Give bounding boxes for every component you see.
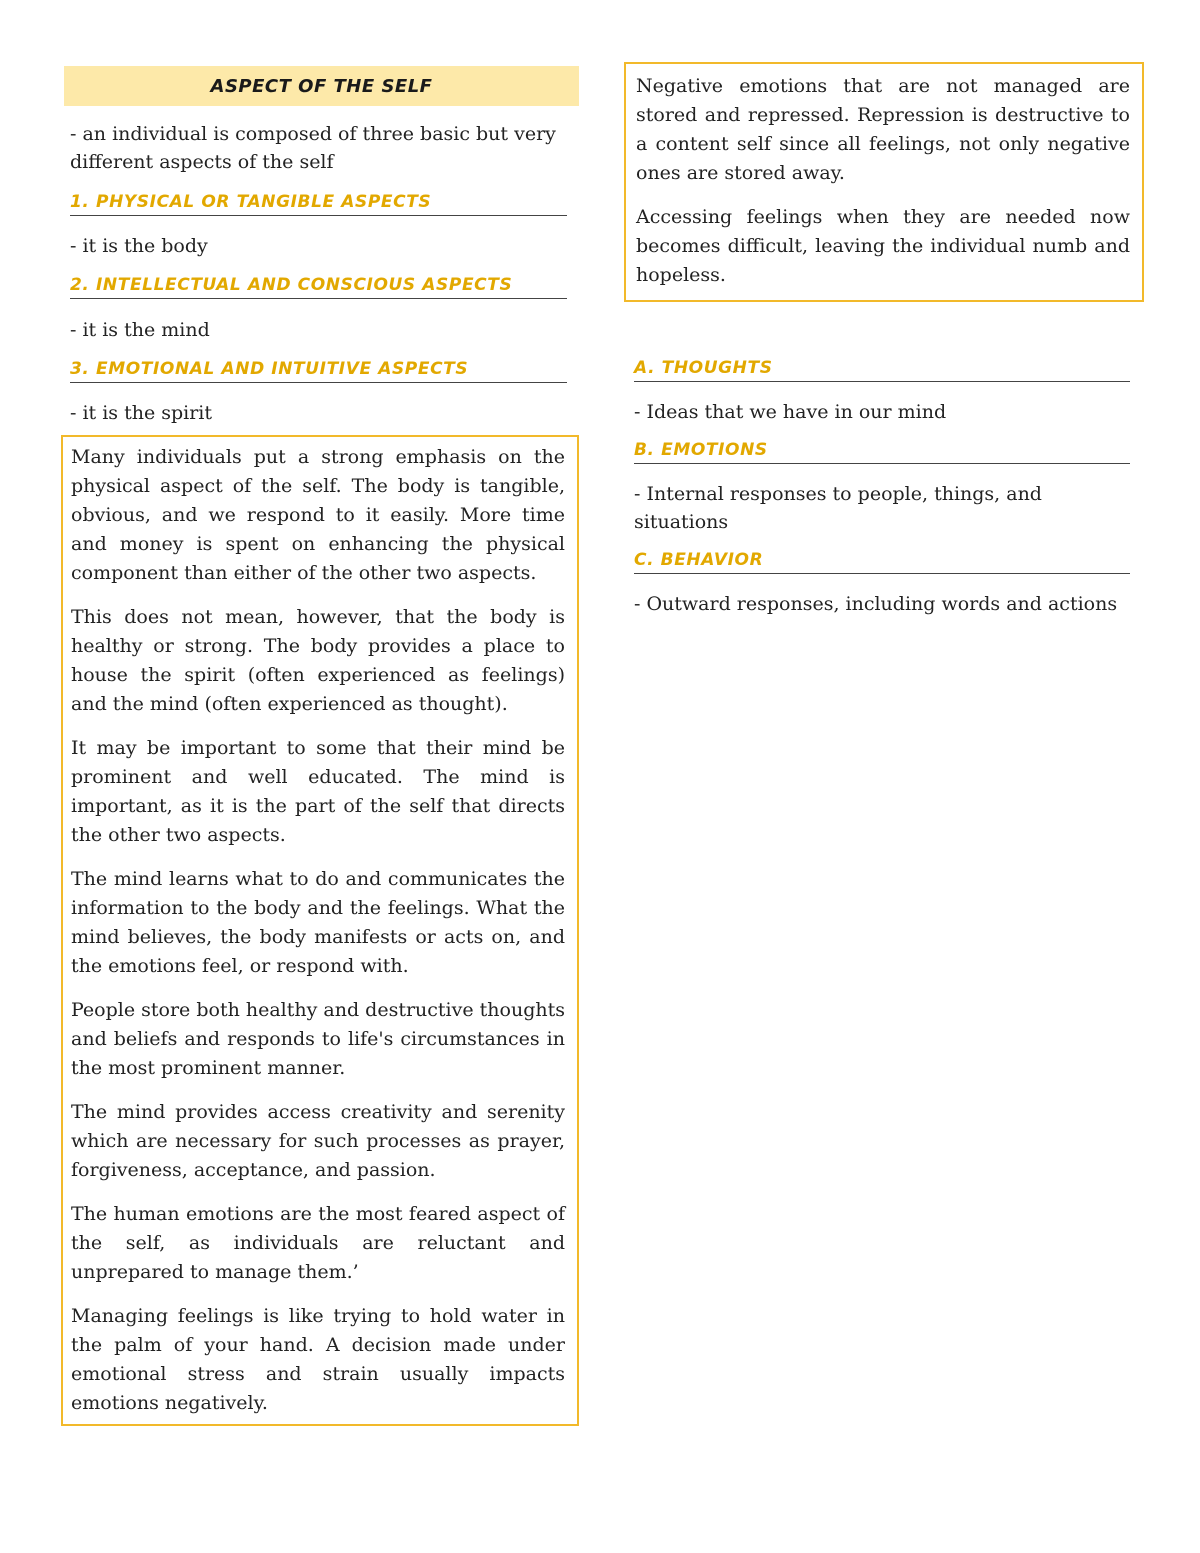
paragraph: The human emotions are the most feared aspect of the self, as individuals are reluctant and unprepared to manage them.’ [71,1203,565,1283]
explanation-box [61,435,579,1426]
paragraph: This does not mean, however, that the body is healthy or strong. The body provides a place to house the spirit (often experienced as feelings) and the mind (often experienced as thought). [71,606,565,715]
right-column [624,62,1144,618]
component-heading-behavior: C. BEHAVIOR [634,550,1130,574]
component-desc-thoughts: - Ideas that we have in our mind [634,401,947,423]
intro-text: - an individual is composed of three basic but very different aspects of the self [70,123,556,173]
component-desc-behavior: - Outward responses, including words and actions [634,593,1118,615]
paragraph: People store both healthy and destructive thoughts and beliefs and responds to life's circumstances in the most prominent manner. [71,999,565,1079]
left-column [64,66,579,1426]
aspect-desc-emotional: - it is the spirit [70,402,213,424]
paragraph: Managing feelings is like trying to hold water in the palm of your hand. A decision made under emotional stress and strain usually impacts emotions negatively. [71,1305,565,1414]
paragraph: Negative emotions that are not managed are stored and repressed. Repression is destructive to a content self since all feelings, not only negative ones are stored away. [636,75,1130,184]
aspect-desc-intellectual: - it is the mind [70,319,210,341]
aspect-heading-intellectual: 2. INTELLECTUAL AND CONSCIOUS ASPECTS [70,275,567,299]
component-desc-emotions: - Internal responses to people, things, and situations [634,483,1042,533]
page-title: ASPECT OF THE SELF [64,66,579,106]
component-heading-thoughts: A. THOUGHTS [634,358,1130,382]
aspect-desc-physical: - it is the body [70,235,208,257]
repression-box [624,62,1144,302]
aspect-heading-physical: 1. PHYSICAL OR TANGIBLE ASPECTS [70,192,567,216]
paragraph: The mind provides access creativity and serenity which are necessary for such processes as prayer, forgiveness, acceptance, and passion. [71,1101,565,1181]
paragraph: Many individuals put a strong emphasis on the physical aspect of the self. The body is tangible, obvious, and we respond to it easily. More time and money is spent on enhancing the physical component than either of the other two aspects. [71,446,565,584]
paragraph: The mind learns what to do and communicates the information to the body and the feelings. What the mind believes, the body manifests or acts on, and the emotions feel, or respond with. [71,868,565,977]
aspect-heading-emotional: 3. EMOTIONAL AND INTUITIVE ASPECTS [70,359,567,383]
paragraph: It may be important to some that their mind be prominent and well educated. The mind is important, as it is the part of the self that directs the other two aspects. [71,737,565,846]
paragraph: Accessing feelings when they are needed now becomes difficult, leaving the individual numb and hopeless. [636,206,1130,286]
component-heading-emotions: B. EMOTIONS [634,440,1130,464]
